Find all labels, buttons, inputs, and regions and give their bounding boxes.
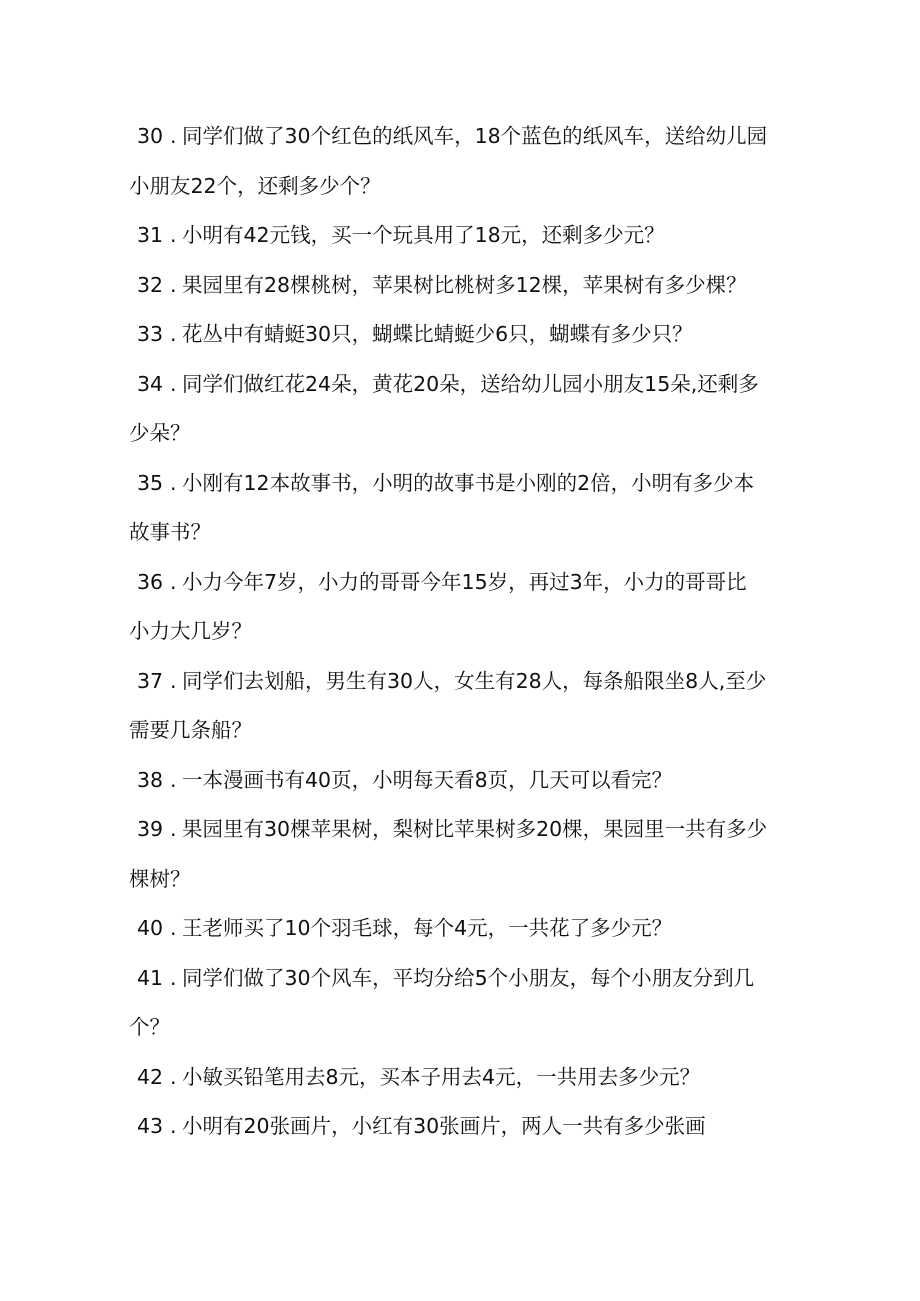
problem-text (182, 558, 797, 608)
problem-number: 40 (137, 916, 164, 940)
problem-text-line: 小明有42元钱，买一个玩具用了18元，还剩多少元？ (182, 223, 665, 247)
problem-separator: . (170, 817, 177, 841)
problem-separator: . (170, 1114, 177, 1138)
problem-text-line: 果园里有28棵桃树，苹果树比桃树多12棵，苹果树有多少棵？ (182, 272, 747, 297)
problem-item (137, 904, 797, 954)
problem-text (182, 211, 797, 261)
problem-text (182, 904, 797, 954)
problem-text (182, 1102, 797, 1152)
problem-item (137, 310, 797, 360)
problem-number: 33 (137, 322, 164, 346)
problem-number: 31 (137, 223, 164, 247)
problem-text-line: 个？ (129, 1015, 170, 1039)
problem-text-line: 棵树？ (129, 866, 191, 891)
problem-number: 43 (137, 1114, 164, 1138)
problem-text (182, 805, 797, 855)
problem-number: 38 (137, 767, 164, 792)
problem-text-line: 故事书？ (129, 520, 211, 544)
problem-text-line: 小朋友22个，还剩多少个？ (129, 173, 381, 198)
problem-separator: . (170, 223, 177, 247)
problem-text (182, 954, 797, 1004)
problem-continuation (129, 508, 797, 558)
problem-text-line: 果园里有30棵苹果树，梨树比苹果树多20棵，果园里一共有多少 (182, 817, 768, 841)
problem-separator: . (170, 272, 177, 297)
problem-text (182, 310, 797, 360)
problem-separator: . (170, 569, 177, 594)
problem-text-line: 一本漫画书有40页，小明每天看8页，几天可以看完？ (182, 767, 673, 792)
problem-text-line: 同学们去划船，男生有30人，女生有28人，每条船限坐8人,至少 (182, 668, 767, 693)
problem-text-line: 花丛中有蜻蜓30只，蝴蝶比蜻蜓少6只，蝴蝶有多少只？ (182, 322, 693, 346)
problem-text-line: 王老师买了10个羽毛球，每个4元，一共花了多少元？ (182, 916, 673, 940)
problem-item (137, 756, 797, 806)
problem-number: 30 (137, 124, 164, 148)
problem-number: 36 (137, 569, 164, 594)
problem-continuation (129, 1003, 797, 1053)
problem-separator: . (170, 1064, 177, 1089)
problem-list (129, 112, 797, 1152)
problem-text-line: 小明有20张画片，小红有30张画片，两人一共有多少张画 (182, 1114, 706, 1138)
problem-item (137, 657, 797, 707)
problem-separator: . (170, 371, 177, 396)
problem-continuation (129, 706, 797, 756)
problem-item (137, 1102, 797, 1152)
problem-separator: . (170, 470, 177, 495)
problem-item (137, 211, 797, 261)
problem-text (182, 657, 797, 707)
problem-text (182, 360, 797, 410)
problem-item (137, 558, 797, 608)
problem-number: 42 (137, 1064, 164, 1089)
problem-number: 41 (137, 965, 164, 990)
problem-item (137, 954, 797, 1004)
problem-separator: . (170, 124, 177, 148)
problem-text-line: 同学们做了30个红色的纸风车，18个蓝色的纸风车，送给幼儿园 (182, 124, 768, 148)
problem-continuation (129, 855, 797, 905)
problem-item (137, 112, 797, 162)
problem-separator: . (170, 668, 177, 693)
problem-continuation (129, 162, 797, 212)
problem-text-line: 小力大几岁？ (129, 619, 252, 643)
problem-item (137, 261, 797, 311)
problem-text-line: 小刚有12本故事书，小明的故事书是小刚的2倍，小明有多少本 (182, 470, 755, 495)
problem-text (182, 459, 797, 509)
problem-number: 39 (137, 817, 164, 841)
problem-separator: . (170, 767, 177, 792)
problem-separator: . (170, 965, 177, 990)
problem-text-line: 同学们做了30个风车，平均分给5个小朋友，每个小朋友分到几 (182, 965, 755, 990)
problem-continuation (129, 607, 797, 657)
problem-item (137, 459, 797, 509)
problem-continuation (129, 409, 797, 459)
problem-number: 37 (137, 668, 164, 693)
problem-text-line: 小力今年7岁，小力的哥哥今年15岁，再过3年，小力的哥哥比 (182, 569, 747, 594)
problem-text (182, 261, 797, 311)
problem-text (182, 756, 797, 806)
problem-text-line: 少朵？ (129, 421, 191, 445)
problem-number: 34 (137, 371, 164, 396)
problem-text-line: 小敏买铅笔用去8元，买本子用去4元，一共用去多少元？ (182, 1064, 701, 1089)
problem-number: 35 (137, 470, 164, 495)
problem-separator: . (170, 916, 177, 940)
problem-separator: . (170, 322, 177, 346)
problem-text-line: 同学们做红花24朵，黄花20朵，送给幼儿园小朋友15朵,还剩多 (182, 371, 759, 396)
problem-item (137, 360, 797, 410)
problem-item (137, 1053, 797, 1103)
problem-text (182, 1053, 797, 1103)
problem-item (137, 805, 797, 855)
problem-text-line: 需要几条船？ (129, 718, 252, 742)
problem-text (182, 112, 797, 162)
problem-number: 32 (137, 272, 164, 297)
